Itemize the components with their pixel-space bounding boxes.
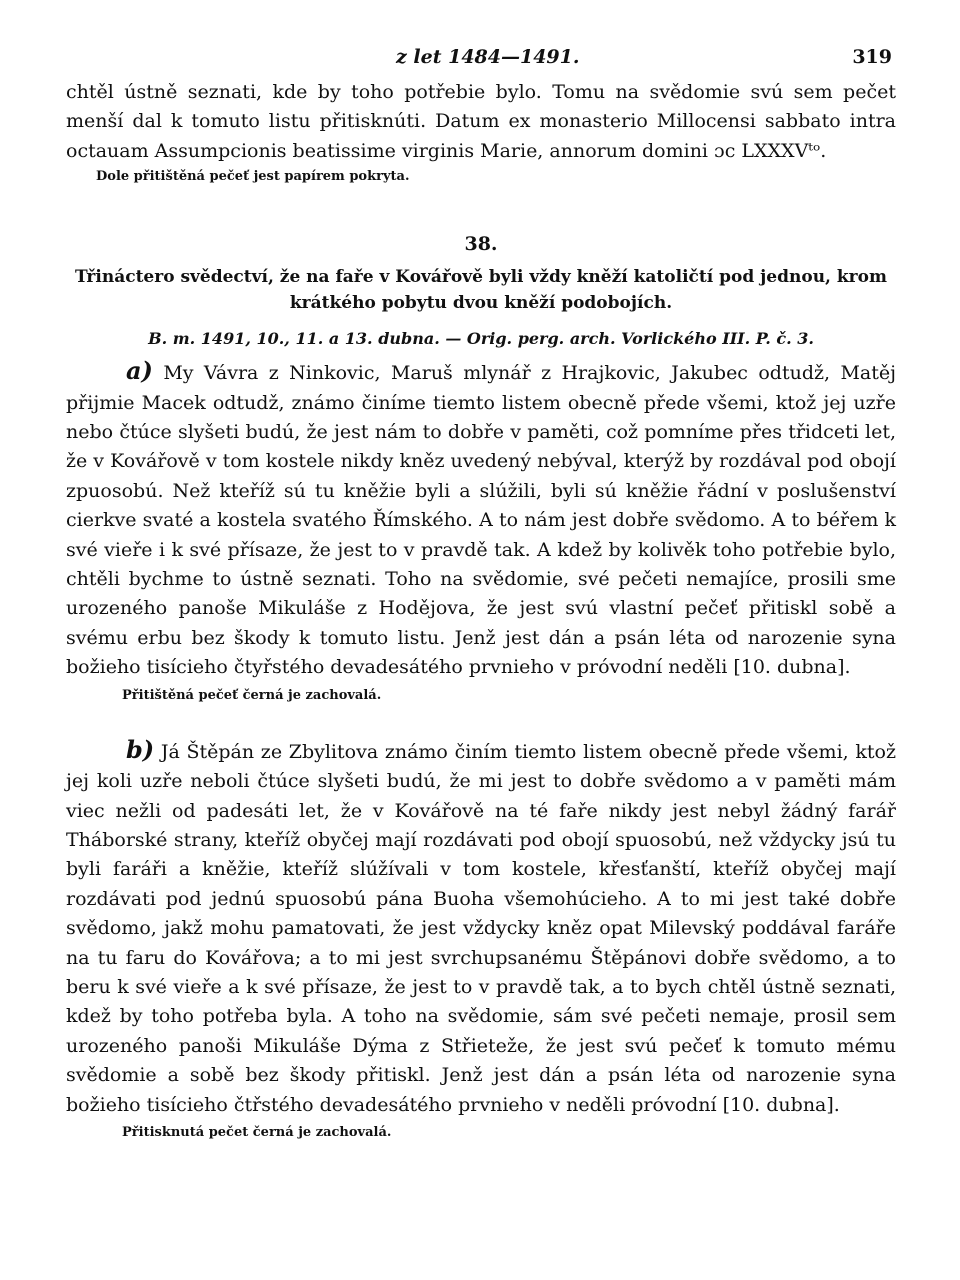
page-number: 319 xyxy=(852,46,892,68)
section-b xyxy=(66,735,896,1120)
book-page xyxy=(66,38,896,1258)
document-source: B. m. 1491, 10., 11. a 13. dubna. — Orig. perg. arch. Vorlického III. P. č. 3. xyxy=(148,329,814,349)
document-summary-line1: Třináctero svědectví, že na faře v Kovářově byli vždy kněží katoličtí pod jednou, krom xyxy=(75,267,887,288)
document-number: 38. xyxy=(464,233,498,256)
previous-document-text: chtěl ústně seznati, kde by toho potřebie bylo. Tomu na svědomie svú sem pečet menší dal k tomuto listu přitisknúti. Datum ex monasterio Millocensi sabbato intra octauam Assumpcionis beatissime virginis Marie, annorum domini ɔc LXXXVᵗᵒ. xyxy=(66,81,896,162)
running-title: z let 1484—1491. xyxy=(396,46,580,68)
seal-note-a: Přitištěná pečeť černá je zachovalá. xyxy=(122,687,382,703)
section-b-marker: b) xyxy=(126,734,155,764)
seal-note-previous: Dole přitištěná pečeť jest papírem pokryta. xyxy=(96,169,410,185)
running-head xyxy=(66,38,896,78)
document-summary xyxy=(66,264,896,316)
section-a-marker: a) xyxy=(126,356,153,386)
section-b-text: Já Štěpán ze Zbylitova známo činím tiemto listem obecně přede všemi, ktož jej koli uzře neboli čtúce slyšeti budú, že mi jest to dobře svědomo a v paměti mám viec nežli od padesáti let, že v Kovářově na té faře nikdy jest nebyl žádný farář Tháborské strany, kteříž obyčej mají rozdávati pod obojí spuosobú, než vždycky jsú tu byli faráři a kněžie, kteříž slúžívali v tom kostele, křesťanští, kteříž obyčej mají rozdávati pod jednú spuosobú pána Buoha všemohúcieho. A to mi jest také dobře svědomo, jakž mohu pamatovati, že jest vždycky kněz opat Milevský poddával faráře na tu faru do Kovářova; a to mi jest svrchupsanému Štěpánovi dobře svědomo, a to beru k své vieře a k své přísaze, že jest to v pravdě tak, a to bych chtěl ústně seznati, kdež by toho potřeba byla. A toho na svědomie, sám své pečeti nemaje, prosil sem urozeného panoši Mikuláše Dýma z Střieteže, že jest svú pečeť k tomuto mému svědomie a sobě bez škody přitiskl. Jenž jest dán a psán léta od narozenie syna božieho tisícieho čtřstého devadesátého prvnieho v neděli próvodní [10. dubna]. xyxy=(66,740,896,1116)
document-summary-line2: krátkého pobytu dvou kněží podobojích. xyxy=(289,293,673,314)
section-a-text: My Vávra z Ninkovic, Maruš mlynář z Hrajkovic, Jakubec odtudž, Matěj přijmie Macek odtudž, známo činíme tiemto listem obecně přede všemi, ktož jej uzře nebo čtúce slyšeti budú, že jest nám to dobře v paměti, což pomníme přes třidceti let, že v Kovářově v tom kostele nikdy kněz uvedený nebýval, kterýž by rozdával pod obojí zpuosobú. Než kteříž sú tu kněžie byli a slúžili, byli sú kněžie řádní v poslušenství cierkve svaté a kostela svatého Římského. A to nám jest dobře svědomo. A to béřem k své vieře i k své přísaze, že jest to v pravdě tak. A kdež by kolivěk toho potřebie bylo, chtěli bychme to ústně seznati. Toho na svědomie, své pečeti nemajíce, prosili sme urozeného panoše Mikuláše z Hodějova, že jest svú vlastní pečeť přitiskl sobě a svému erbu bez škody k tomuto listu. Jenž jest dán a psán léta od narozenie syna božieho tisícieho čtyřstého devadesátého prvnieho v próvodní neděli [10. dubna]. xyxy=(66,362,896,679)
seal-note-b: Přitisknutá pečet černá je zachovalá. xyxy=(122,1124,392,1140)
section-a xyxy=(66,356,896,682)
